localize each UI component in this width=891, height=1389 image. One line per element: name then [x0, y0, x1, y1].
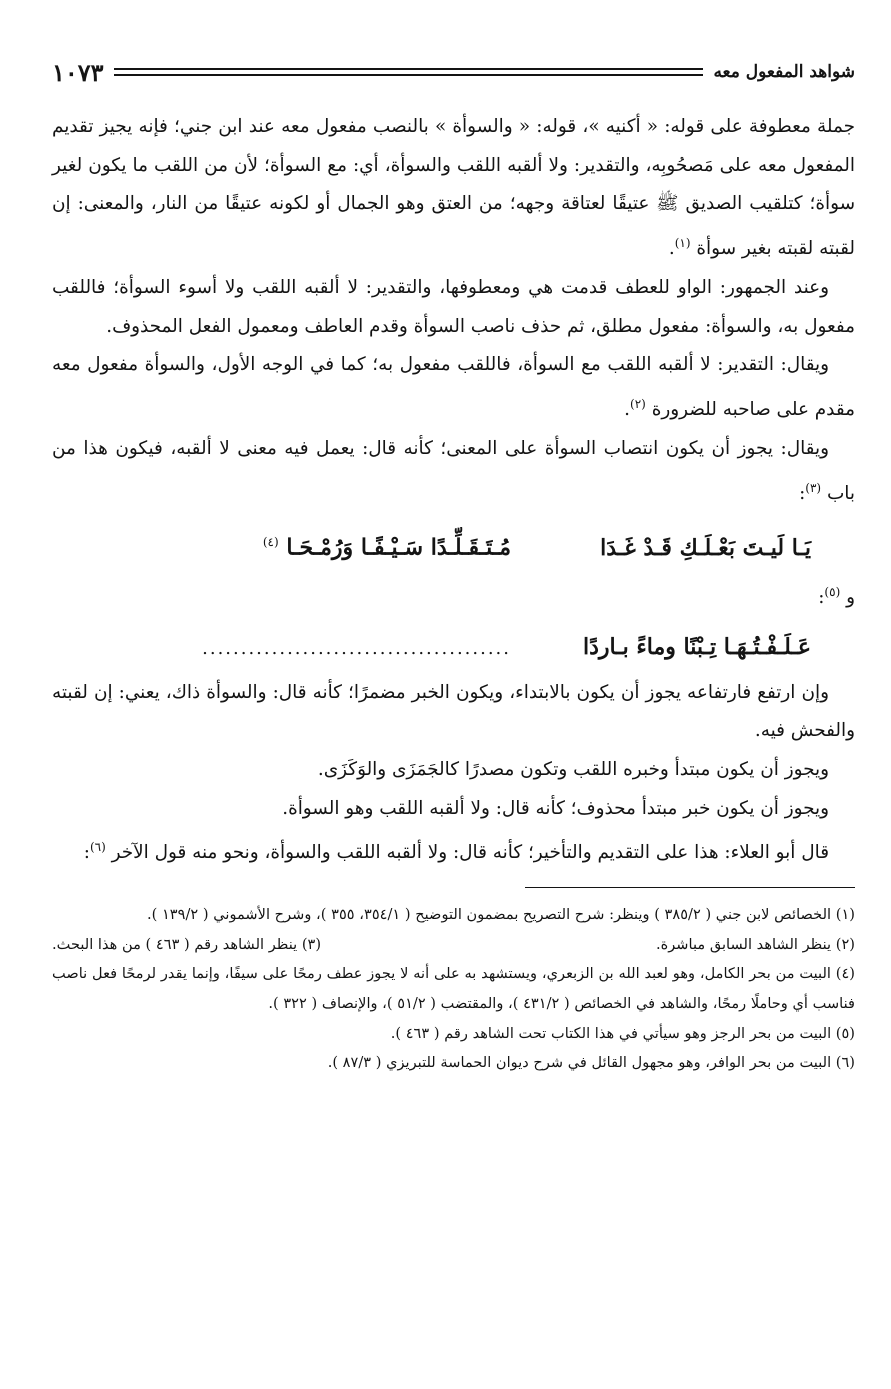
footnote: (٢) ينظر الشاهد السابق مباشرة. — [655, 935, 855, 953]
footnote-ref: (٦) — [89, 840, 106, 855]
footnote-ref: (٤) — [262, 535, 279, 550]
paragraph-text: ويقال: يجوز أن يكون انتصاب السوأة على المعنى؛ كأنه قال: يعمل فيه معنى لا ألقبه، فيكون هذا من باب — [52, 437, 855, 504]
paragraph — [52, 430, 855, 514]
verse-first-hemistich: يَـا لَيـتَ بَعْـلَـكِ قَـدْ غَـدَا — [600, 534, 811, 561]
paragraph: ويجوز أن يكون خبر مبتدأ محذوف؛ كأنه قال: ولا ألقبه اللقب وهو السوأة. — [282, 797, 829, 819]
footnotes — [52, 900, 855, 1078]
running-title: شواهد المفعول معه — [713, 62, 855, 82]
footnote: (٦) البيت من بحر الوافر، وهو مجهول القائل في شرح ديوان الحماسة للتبريزي ( ٨٧/٣ ). — [327, 1054, 855, 1072]
footnote-ref: (٢) — [630, 397, 646, 412]
footnote: (٥) البيت من بحر الرجز وهو سيأتي في هذا الكتاب تحت الشاهد رقم ( ٤٦٣ ). — [390, 1024, 855, 1042]
paragraph-text: جملة معطوفة على قوله: « أكنيه »، قوله: « والسوأة » بالنصب مفعول معه عند ابن جني؛ فإنه يجيز تقديم المفعول معه على مَصحُوبِه، والتقدير: ولا ألقبه اللقب والسوأة، أي: مع السوأة؛ لأن من اللقب ما يكون لغير سوأة؛ كتلقيب الصديق ﷺ عتيقًا لعتاقة وجهه؛ من العتق وهو الجمال أو لكونه عتيقًا من النار، والمعنى: إن لقبته لقبته بغير سوأة — [52, 116, 855, 260]
verse-elided-hemistich: ........................................ — [202, 637, 511, 659]
footnote-ref: (٣) — [805, 480, 822, 495]
verse-line — [52, 517, 855, 572]
paragraph: ويجوز أن يكون مبتدأ وخبره اللقب وتكون مصدرًا كالجَمَزَى والوَكَزَى. — [317, 758, 829, 780]
conjunction: و — [846, 586, 855, 608]
paragraph-text: قال أبو العلاء: هذا على التقديم والتأخير؛ كأنه قال: ولا ألقبه اللقب والسوأة، ونحو منه قول الآخر — [111, 842, 829, 864]
footnote-separator — [525, 887, 855, 888]
verse-line — [52, 622, 855, 674]
verse-second-hemistich — [52, 517, 511, 572]
footnote: (٣) ينظر الشاهد رقم ( ٤٦٣ ) من هذا البحث. — [52, 935, 322, 953]
paragraph — [52, 108, 855, 269]
footnote-ref: (١) — [674, 236, 691, 251]
page-header — [52, 52, 855, 92]
conjunction-line — [52, 573, 855, 618]
footnote: (١) الخصائص لابن جني ( ٣٨٥/٢ ) وينظر: شرح التصريح بمضمون التوضيح ( ٣٥٤/١، ٣٥٥ )، وشرح الأشموني ( ١٣٩/٢ ). — [146, 906, 855, 924]
verse-first-hemistich: عَـلَـفْـتُـهَـا تِـبْنًا وماءً بـاردًا — [582, 633, 811, 660]
paragraph: وعند الجمهور: الواو للعطف قدمت هي ومعطوفها، والتقدير: لا ألقبه اللقب ولا أسوء السوأة؛ فاللقب مفعول به، والسوأة: مفعول مطلق، ثم حذف ناصب السوأة وقدم العاطف ومعمول الفعل المحذوف. — [52, 276, 855, 337]
punctuation: . — [624, 399, 630, 421]
verse-second-text: مُـتَـقَـلِّـدًا سَـيْـفًـا وَرُمْـحَـا — [286, 534, 511, 561]
page-number: ١٠٧٣ — [52, 57, 104, 87]
punctuation: : — [83, 842, 90, 864]
footnote: (٤) البيت من بحر الكامل، وهو لعبد الله بن الزبعري، ويستشهد به على أنه لا يجوز عطف رمحًا على سيفًا، وإنما يقدر لرمحًا فعل ناصب فناسب أي وحاملًا رمحًا، والشاهد في الخصائص ( ٤٣١/٢ )، والمقتضب ( ٥١/٢ )، والإنصاف ( ٣٢٢ ). — [52, 965, 855, 1012]
punctuation: : — [799, 482, 806, 504]
punctuation: . — [668, 238, 675, 260]
paragraph — [52, 346, 855, 430]
footnote-row — [52, 930, 855, 960]
paragraph — [52, 828, 855, 873]
punctuation: : — [818, 586, 825, 608]
footnote-ref: (٥) — [824, 584, 841, 599]
header-rule — [114, 68, 704, 76]
paragraph-text: ويقال: التقدير: لا ألقبه اللقب مع السوأة، فاللقب مفعول به؛ كما في الوجه الأول، والسوأة مفعول معه مقدم على صاحبه للضرورة — [52, 354, 855, 421]
paragraph: وإن ارتفع فارتفاعه يجوز أن يكون بالابتداء، ويكون الخبر مضمرًا؛ كأنه قال: والسوأة ذاك، يعني: إن لقبته والفحش فيه. — [52, 681, 855, 742]
main-text — [52, 108, 855, 873]
